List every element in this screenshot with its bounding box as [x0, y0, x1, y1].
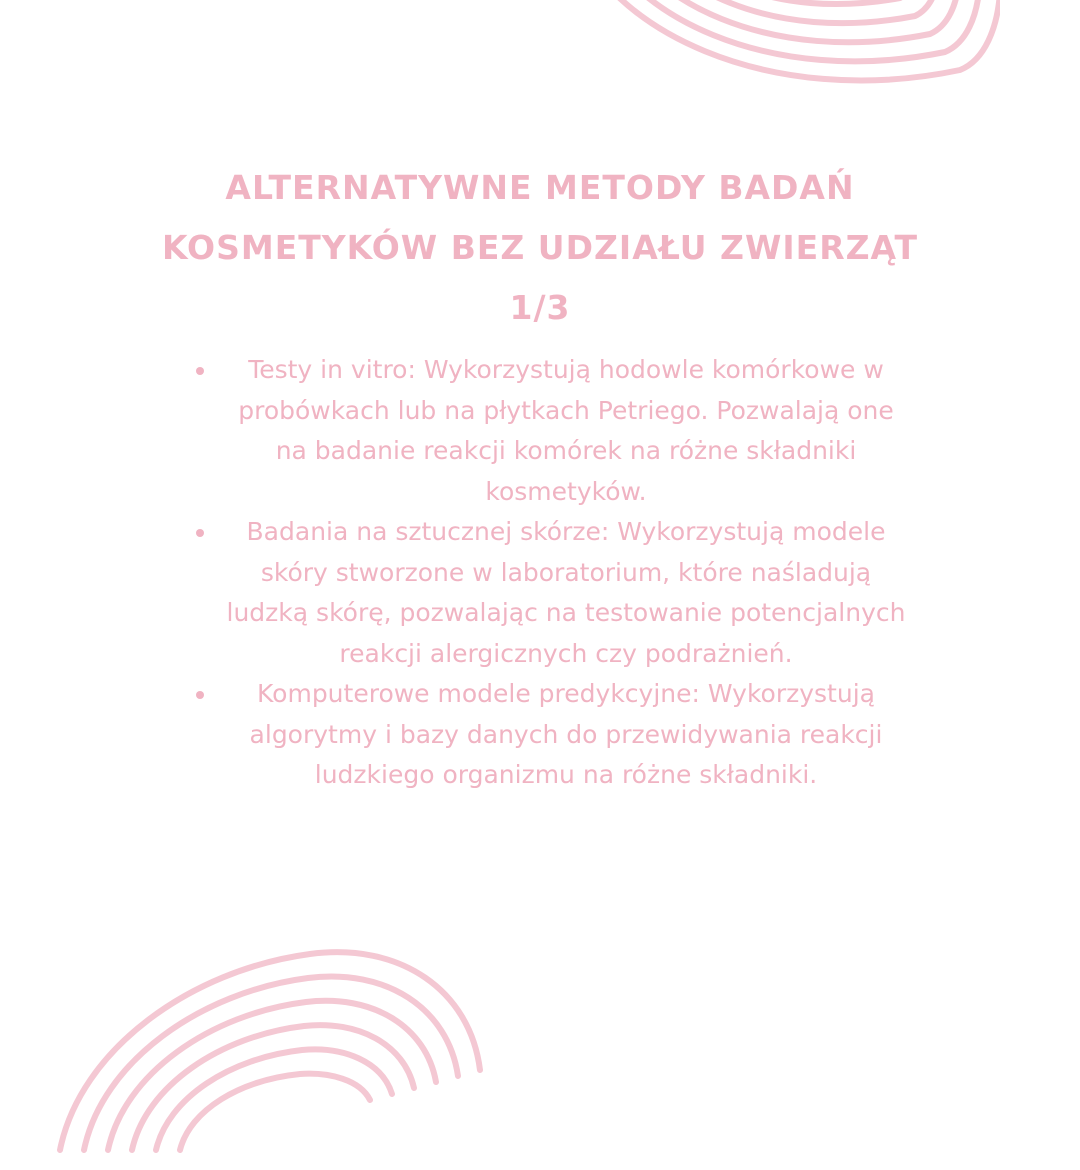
page-title: [150, 158, 930, 338]
bullet-icon: [196, 691, 204, 699]
methods-list: [150, 350, 930, 796]
decorative-wave-lines-top: [540, 0, 1000, 120]
list-item-text: Testy in vitro: Wykorzystują hodowle komórkowe w probówkach lub na płytkach Petriego. Pozwalają one na badanie reakcji komórek na różne składniki kosmetyków.: [238, 355, 894, 506]
list-item-in-vitro: [150, 350, 930, 512]
title-line-2: KOSMETYKÓW BEZ UDZIAŁU ZWIERZĄT: [161, 228, 919, 267]
title-line-3: 1/3: [509, 288, 571, 327]
list-item-text: Badania na sztucznej skórze: Wykorzystują modele skóry stworzone w laboratorium, które naśladują ludzką skórę, pozwalając na testowanie potencjalnych reakcji alergicznych czy podrażnień.: [226, 517, 906, 668]
content-area: [150, 158, 930, 796]
list-item-text: Komputerowe modele predykcyjne: Wykorzystują algorytmy i bazy danych do przewidywania reakcji ludzkiego organizmu na różne składniki.: [249, 679, 883, 789]
list-item-computer-models: [150, 674, 930, 796]
decorative-wave-lines-bottom: [40, 930, 500, 1170]
bullet-icon: [196, 367, 204, 375]
list-item-artificial-skin: [150, 512, 930, 674]
title-line-1: ALTERNATYWNE METODY BADAŃ: [225, 168, 855, 207]
bullet-icon: [196, 529, 204, 537]
